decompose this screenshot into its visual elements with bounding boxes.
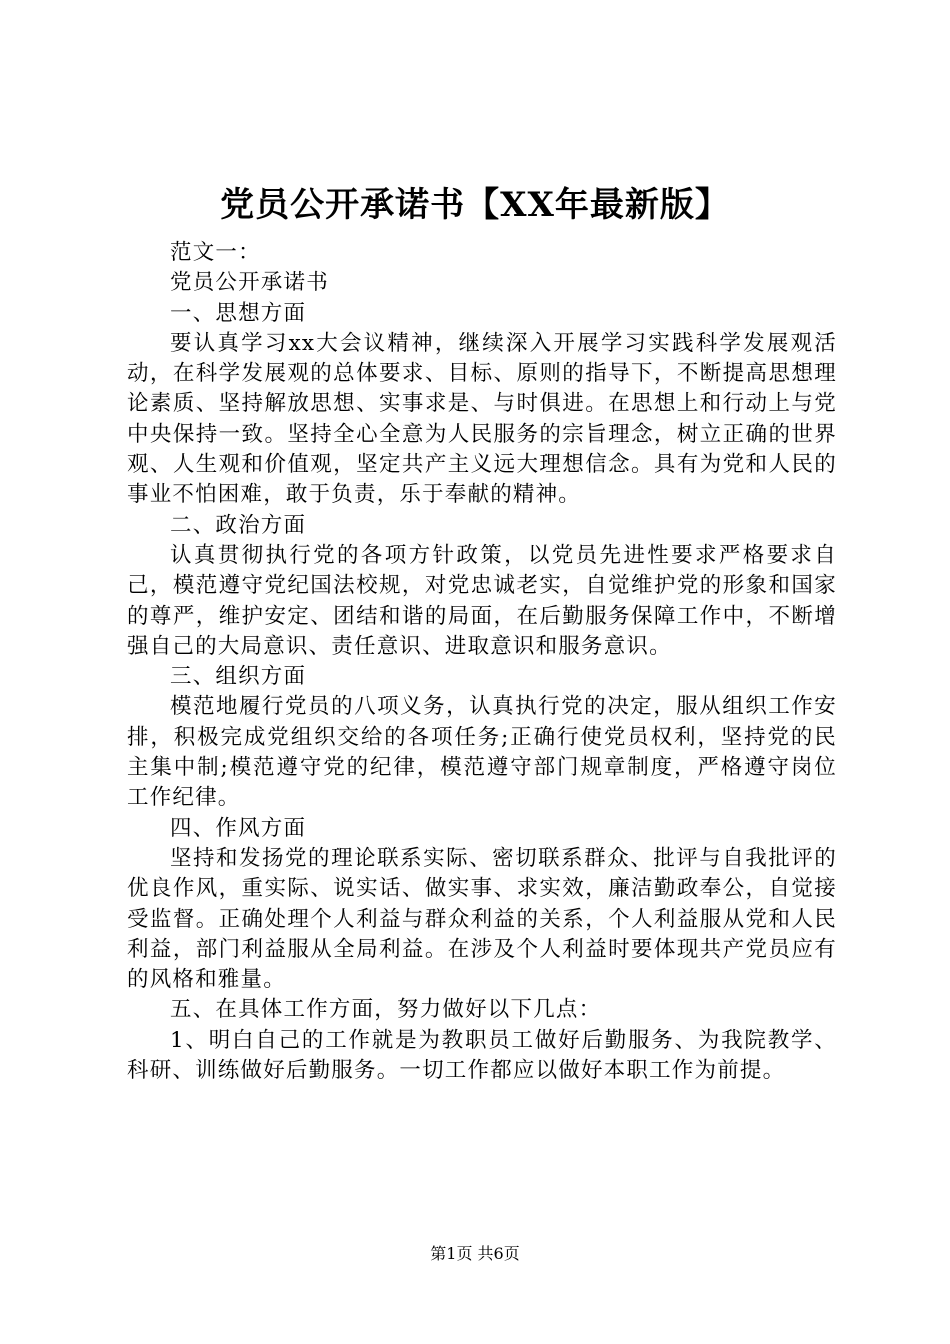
page-number-footer: 第1页 共6页 [430, 1244, 520, 1263]
document-body [127, 238, 837, 1086]
section-heading-work: 五、在具体工作方面，努力做好以下几点： [170, 997, 602, 1023]
paragraph-subtitle: 党员公开承诺书 [170, 270, 329, 296]
paragraph-thought: 要认真学习xx大会议精神，继续深入开展学习实践科学发展观活动，在科学发展观的总体要求、目标、原则的指导下，不断提高思想理论素质、坚持解放思想、实事求是、与时俱进。在思想上和行动上与党中央保持一致。坚持全心全意为人民服务的宗旨理念，树立正确的世界观、人生观和价值观，坚定共产主义远大理想信念。具有为党和人民的事业不怕困难，敢于负责，乐于奉献的精神。 [127, 330, 837, 508]
section-heading-politics: 二、政治方面 [170, 512, 307, 538]
section-heading-organization: 三、组织方面 [170, 664, 307, 690]
paragraph-sample-label: 范文一： [170, 240, 261, 265]
paragraph-work-item-1: 1、明白自己的工作就是为教职员工做好后勤服务、为我院教学、科研、训练做好后勤服务。一切工作都应以做好本职工作为前提。 [127, 1027, 837, 1084]
paragraph-organization: 模范地履行党员的八项义务，认真执行党的决定，服从组织工作安排，积极完成党组织交给的各项任务;正确行使党员权利，坚持党的民主集中制;模范遵守党的纪律，模范遵守部门规章制度，严格遵守岗位工作纪律。 [127, 694, 837, 811]
paragraph-style: 坚持和发扬党的理论联系实际、密切联系群众、批评与自我批评的优良作风，重实际、说实话、做实事、求实效，廉洁勤政奉公，自觉接受监督。正确处理个人利益与群众利益的关系，个人利益服从党和人民利益，部门利益服从全局利益。在涉及个人利益时要体现共产党员应有的风格和雅量。 [127, 845, 837, 993]
section-heading-style: 四、作风方面 [170, 815, 307, 841]
document-title: 党员公开承诺书【XX年最新版】 [220, 185, 730, 225]
paragraph-politics: 认真贯彻执行党的各项方针政策，以党员先进性要求严格要求自己，模范遵守党纪国法校规，对党忠诚老实，自觉维护党的形象和国家的尊严，维护安定、团结和谐的局面，在后勤服务保障工作中，不断增强自己的大局意识、责任意识、进取意识和服务意识。 [127, 542, 837, 659]
section-heading-thought: 一、思想方面 [170, 300, 307, 326]
